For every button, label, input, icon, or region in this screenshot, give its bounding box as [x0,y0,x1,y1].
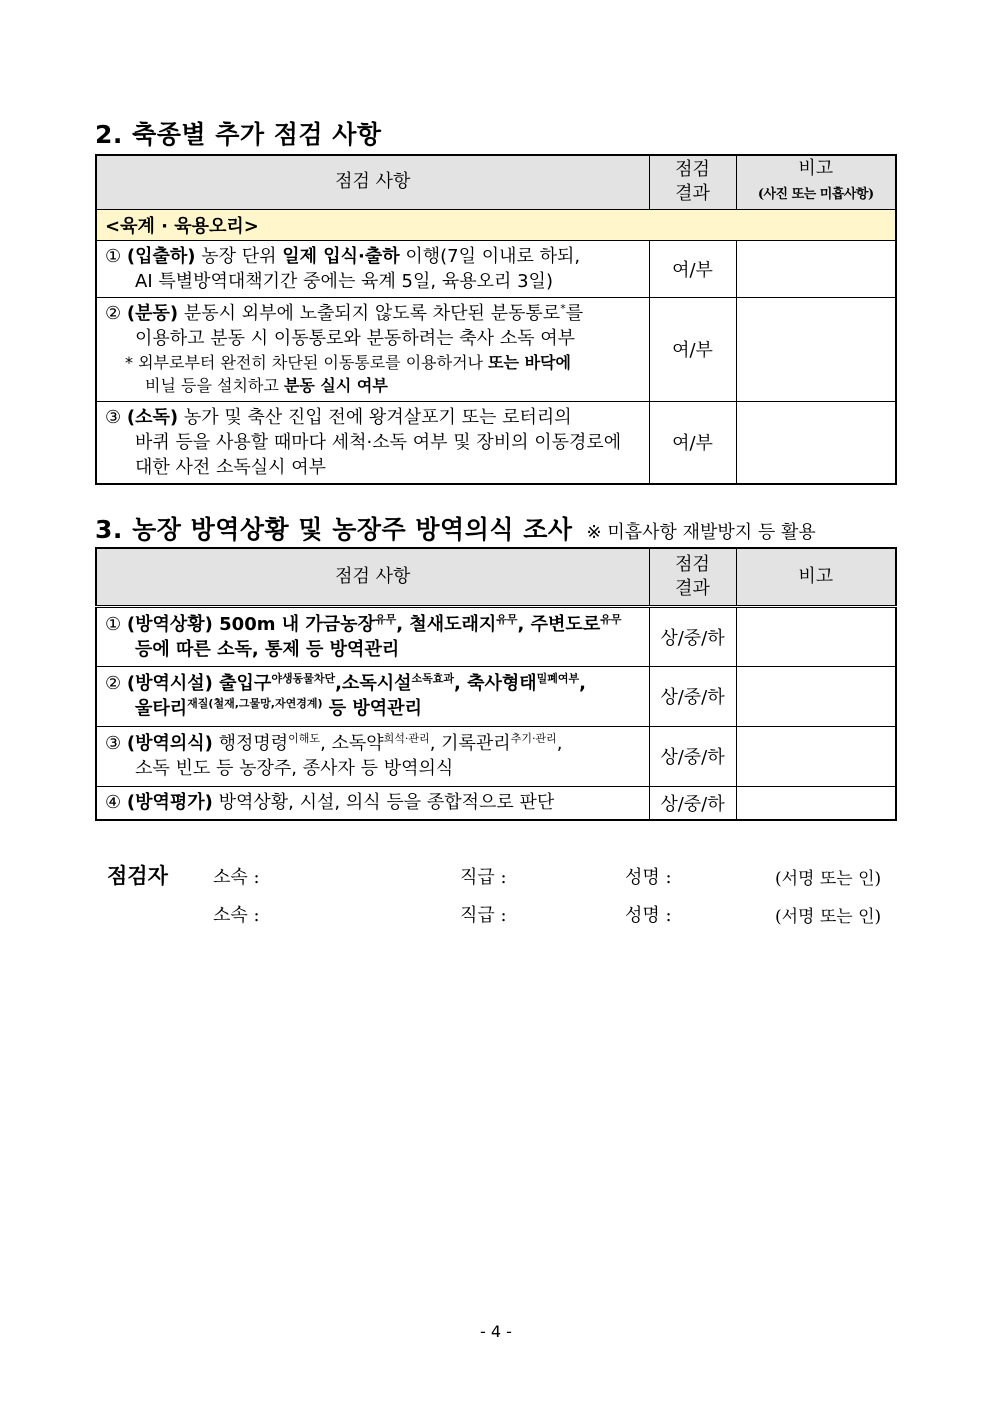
remark-cell[interactable] [736,726,896,786]
item-text: 울타리 [135,698,188,719]
table-row [96,297,896,401]
item-cell [96,401,649,484]
signature-note: (서명 또는 인) [775,869,882,889]
result-cell: 여/부 [649,401,736,484]
section-3-title [95,510,816,546]
header-result-line2: 결과 [675,183,710,205]
item-head: (방역시설) [126,673,213,694]
section-2-table [95,154,897,485]
result-cell: 상/중/하 [649,606,736,666]
item-text: , 주변도로 [517,613,601,635]
result-cell: 상/중/하 [649,666,736,726]
header-result-line1: 점검 [675,553,710,575]
result-cell: 여/부 [649,297,736,401]
item-text: , 소독약 [320,733,384,754]
item-text: 등 방역관리 [322,698,422,719]
section-3-table [95,547,897,821]
item-cell [96,726,649,786]
item-number: ① [105,245,122,267]
item-number: ③ [105,733,122,754]
result-cell: 여/부 [649,240,736,297]
item-head: (분동) [126,303,179,324]
item-cell [96,297,649,401]
item-text: 농장 단위 [195,245,283,267]
table-header-row [96,548,896,606]
section-3-title-text: 3. 농장 방역상황 및 농장주 방역의식 조사 [95,515,573,544]
item-note [105,351,641,374]
section-3-note: ※ 미흡사항 재발방지 등 활용 [586,522,816,543]
note-text: * 외부로부터 완전히 차단된 이동통로를 이용하거나 [125,353,489,372]
item-text: 를 [565,303,584,324]
item-sup: 재질(철재,그물망,자연경계) [187,697,323,710]
item-note-line2 [105,374,641,397]
item-head: (방역평가) [126,792,213,814]
item-bold-text: 일제 입식·출하 [282,245,400,267]
item-text: , 축사형태 [454,673,537,694]
position-label: 직급 : [460,867,507,888]
remark-cell[interactable] [736,666,896,726]
header-result-line2: 결과 [675,577,710,599]
remark-cell[interactable] [736,297,896,401]
item-text: 농가 및 축산 진입 전에 왕겨살포기 또는 로터리의 [178,406,572,428]
category-row [96,209,896,240]
header-item: 점검 사항 [96,548,649,606]
table-row [96,786,896,820]
item-number: ① [105,613,122,635]
table-row [96,666,896,726]
item-number: ② [105,303,122,324]
item-head: (소독) [126,406,179,428]
item-line2: AI 특별방역대책기간 중에는 육계 5일, 육용오리 3일) [135,270,553,292]
item-sup: 이해도 [288,732,321,745]
table-row [96,726,896,786]
item-sup: 밀폐여부 [536,672,580,685]
position-label: 직급 : [460,905,507,926]
header-remark [736,155,896,209]
item-cell [96,606,649,666]
note-bold: 또는 바닥에 [488,353,571,372]
item-head: (방역의식) [126,733,213,754]
remark-cell[interactable] [736,606,896,666]
header-result [649,548,736,606]
remark-cell[interactable] [736,240,896,297]
result-cell: 상/중/하 [649,726,736,786]
item-text: 분동시 외부에 노출되지 않도록 차단된 분동통로 [178,303,561,324]
item-text: 행정명령 [212,733,289,754]
item-bold-line [127,673,586,694]
item-sup: 유무 [496,612,518,626]
item-text: 이행(7일 이내로 하되, [399,245,581,267]
item-head: (입출하) [126,245,196,267]
note-text: 비닐 등을 설치하고 [145,376,284,395]
item-bold-line [127,614,622,635]
item-number: ② [105,673,122,694]
item-text: 방역상황, 시설, 의식 등을 종합적으로 판단 [212,792,555,814]
item-cell [96,666,649,726]
affiliation-label: 소속 : [213,905,260,926]
affiliation-label: 소속 : [213,867,260,888]
item-text: ,소독시설 [335,673,412,694]
item-sup: 유무 [374,612,397,626]
item-sup: 소독효과 [411,672,454,685]
item-text: 500m 내 가금농장 [212,613,375,635]
item-number: ④ [105,792,122,814]
item-line2: 소독 빈도 등 농장주, 종사자 등 방역의식 [135,758,454,779]
remark-cell[interactable] [736,786,896,820]
item-text: , [556,733,563,754]
item-number: ③ [105,406,122,428]
header-item: 점검 사항 [96,155,649,209]
item-line3: 대한 사전 소독실시 여부 [135,456,327,478]
table-row [96,240,896,297]
section-2-title: 2. 축종별 추가 점검 사항 [95,120,382,149]
item-line2: 등에 따른 소독, 통제 등 방역관리 [135,638,400,660]
item-cell [96,786,649,820]
header-remark-sub: (사진 또는 미흡사항) [757,187,874,203]
header-result-line1: 점검 [675,159,710,181]
item-line2: 바퀴 등을 사용할 때마다 세척·소독 여부 및 장비의 이동경로에 [135,431,622,453]
signer-label: 점검자 [107,863,168,888]
remark-cell[interactable] [736,401,896,484]
item-sup: 유무 [600,612,622,626]
name-label: 성명 : [625,905,672,926]
item-line2: 이용하고 분동 시 이동통로와 분동하려는 축사 소독 여부 [135,328,575,349]
table-row [96,606,896,666]
header-result [649,155,736,209]
signature-note: (서명 또는 인) [775,907,882,927]
category-label: <육계 · 육용오리> [96,209,896,240]
result-cell: 상/중/하 [649,786,736,820]
header-remark: 비고 [736,548,896,606]
table-header-row [96,155,896,209]
item-text: , 기록관리 [429,733,511,754]
note-bold: 분동 실시 여부 [283,376,388,395]
item-sup: * [560,302,566,315]
item-text: 출입구 [212,673,272,694]
table-row [96,401,896,484]
item-sup: 희석·관리 [383,732,430,745]
item-sup: 추기·관리 [510,732,557,745]
item-head: (방역상황) [126,613,213,635]
page-number: - 4 - [480,1322,512,1341]
header-remark-label: 비고 [798,158,834,180]
item-text: , [579,673,587,694]
item-sup: 야생동물차단 [271,672,336,685]
item-line2 [105,696,641,721]
item-cell [96,240,649,297]
name-label: 성명 : [625,867,672,888]
item-text: , 철새도래지 [396,613,497,635]
